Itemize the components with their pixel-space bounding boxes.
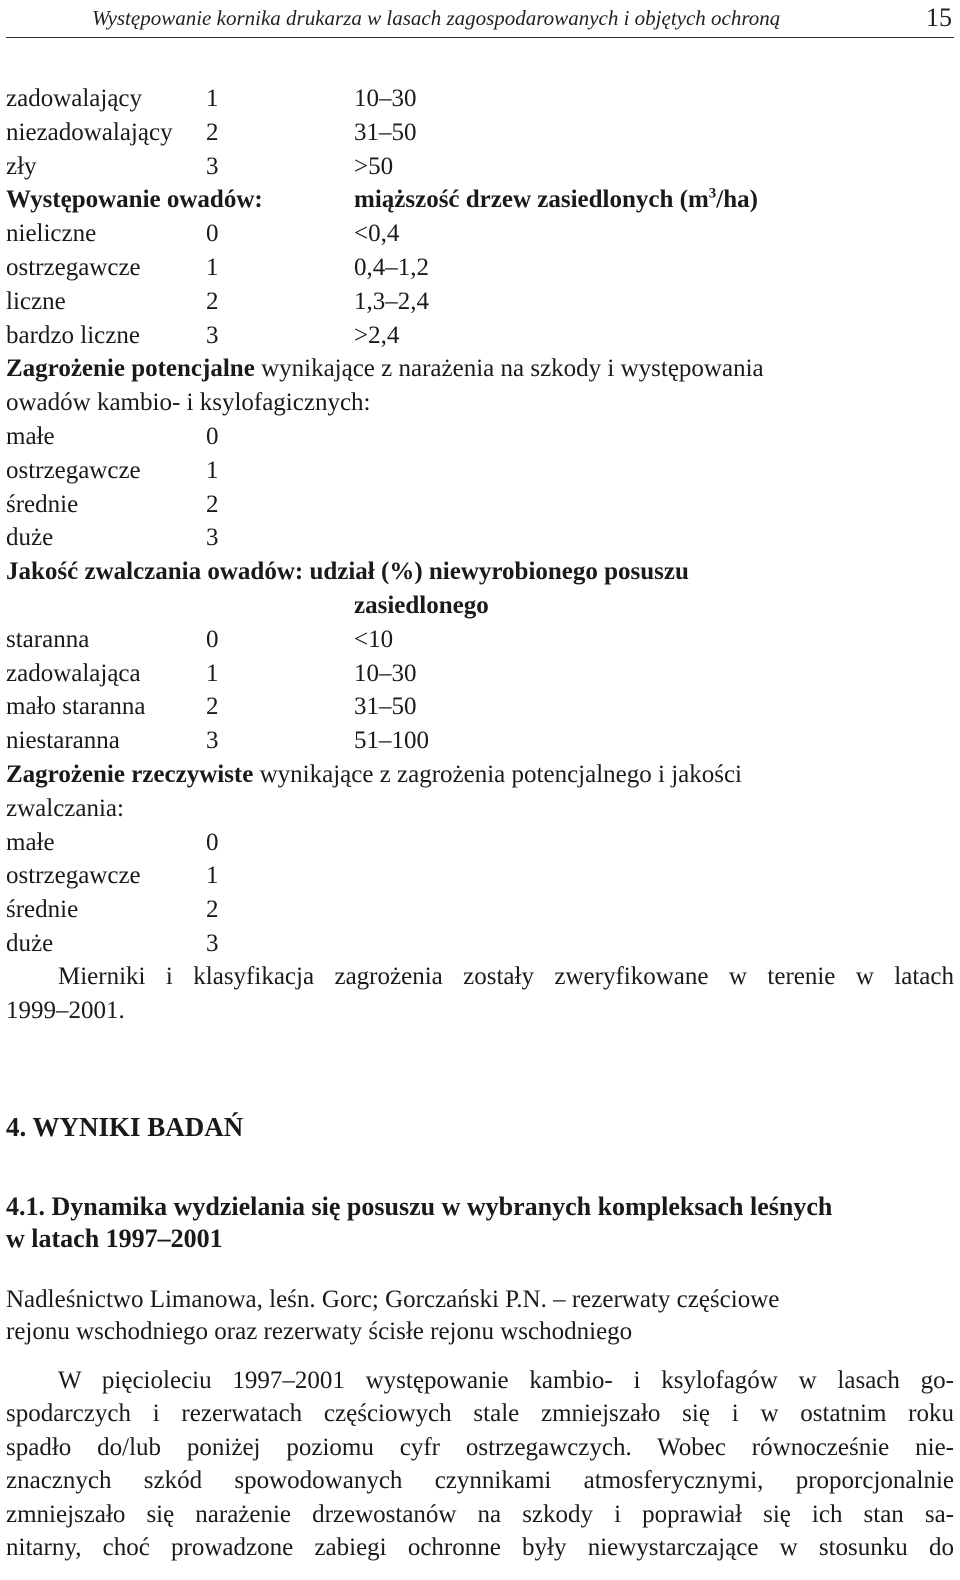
header-rule [6, 37, 954, 38]
row-code: 1 [206, 862, 219, 890]
row-label: małe [6, 828, 55, 856]
row-label: ostrzegawcze [6, 456, 141, 484]
row-label: niezadowalający [6, 118, 173, 146]
table-row [6, 150, 954, 184]
row-code: 1 [206, 456, 219, 484]
section-heading: 4. WYNIKI BADAŃ [6, 1112, 244, 1142]
body-paragraph [6, 1364, 954, 1564]
running-header [6, 4, 954, 34]
actual-heading-line2: zwalczania: [6, 794, 124, 822]
row-code: 2 [206, 287, 219, 315]
running-title: Występowanie kornika drukarza w lasach zagospodarowanych i objętych ochroną [92, 6, 781, 30]
row-code: 0 [206, 828, 219, 856]
table-row [6, 724, 954, 758]
heading-right-unit: /ha) [716, 186, 758, 214]
row-label: małe [6, 422, 55, 450]
potential-heading [6, 352, 954, 386]
row-label: ostrzegawcze [6, 862, 141, 890]
potential-heading-bold: Zagrożenie potencjalne [6, 355, 255, 383]
row-code: 3 [206, 524, 219, 552]
row-code: 0 [206, 625, 219, 653]
row-label: ostrzegawcze [6, 253, 141, 281]
table-row [6, 690, 954, 724]
location-line: rejonu wschodniego oraz rezerwaty ścisłe rejonu wschodniego [6, 1318, 633, 1345]
table-row [6, 116, 954, 150]
location-caption [6, 1284, 954, 1348]
insects-heading-right [354, 183, 758, 217]
control-heading-continued: zasiedlonego [354, 591, 489, 619]
table-row [6, 893, 954, 927]
table-row [6, 319, 954, 353]
row-label: duże [6, 929, 54, 957]
row-code: 2 [206, 693, 219, 721]
subsection-heading-line: w latach 1997–2001 [6, 1224, 223, 1253]
subsection-heading-line: 4.1. Dynamika wydzielania się posuszu w wybranych kompleksach leśnych [6, 1192, 833, 1221]
row-range: <0,4 [354, 220, 400, 248]
closing-line: Mierniki i klasyfikacja zagrożenia zostały zweryfikowane w terenie w latach [58, 963, 954, 990]
row-label: średnie [6, 896, 79, 924]
row-range: 10–30 [354, 85, 417, 112]
row-range: 1,3–2,4 [354, 287, 429, 315]
table-row [6, 521, 954, 555]
page-number: 15 [926, 3, 952, 32]
closing-note [6, 960, 954, 1028]
table-row [6, 420, 954, 454]
table-row [6, 927, 954, 961]
table-row [6, 217, 954, 251]
row-label: bardzo liczne [6, 321, 140, 349]
row-code: 2 [206, 490, 219, 518]
classification-body [6, 82, 954, 961]
row-label: średnie [6, 490, 79, 518]
actual-heading [6, 758, 954, 792]
row-code: 1 [206, 659, 219, 687]
control-heading-line2 [6, 589, 954, 623]
table-row [6, 251, 954, 285]
location-line: Nadleśnictwo Limanowa, leśn. Gorc; Gorczański P.N. – rezerwaty częściowe [6, 1286, 780, 1313]
table-row [6, 859, 954, 893]
row-label: duże [6, 524, 54, 552]
row-code: 2 [206, 896, 219, 924]
row-label: zadowalająca [6, 659, 141, 687]
row-label: niestaranna [6, 727, 120, 755]
table-row [6, 623, 954, 657]
paragraph-line: znacznych szkód spowodowanych czynnikami atmosferycznymi, proporcjonalnie [6, 1467, 954, 1495]
row-range: 31–50 [354, 118, 417, 146]
heading-right-text: miąższość drzew zasiedlonych (m [354, 186, 709, 214]
row-code: 3 [206, 321, 219, 349]
row-range: 51–100 [354, 727, 429, 755]
row-range: 10–30 [354, 659, 417, 687]
row-code: 1 [206, 85, 219, 112]
row-range: <10 [354, 625, 394, 653]
table-row [6, 454, 954, 488]
row-code: 2 [206, 118, 219, 146]
row-label: staranna [6, 625, 90, 653]
table-row [6, 285, 954, 319]
paragraph-line: zmniejszało się narażenie drzewostanów na szkody i poprawiał się ich stan sa- [6, 1500, 954, 1528]
table-row [6, 82, 954, 116]
table-row [6, 488, 954, 522]
row-code: 3 [206, 727, 219, 755]
closing-line: 1999–2001. [6, 996, 125, 1024]
actual-heading-rest: wynikające z zagrożenia potencjalnego i jakości [253, 760, 743, 788]
paragraph-line: spodarczych i rezerwatach częściowych stale zmniejszało się i w ostatnim roku [6, 1400, 954, 1428]
row-code: 3 [206, 152, 219, 180]
row-range: 31–50 [354, 693, 417, 721]
paragraph-line: spadło do/lub poniżej poziomu cyfr ostrzegawczych. Wobec równocześnie nie- [6, 1433, 954, 1461]
paragraph-line: nitarny, choć prowadzone zabiegi ochronne były niewystarczające w stosunku do [6, 1534, 954, 1562]
subsection-heading [6, 1191, 954, 1255]
row-code: 3 [206, 929, 219, 957]
table-row [6, 826, 954, 860]
control-heading: Jakość zwalczania owadów: udział (%) niewyrobionego posuszu [6, 558, 689, 586]
actual-heading-bold: Zagrożenie rzeczywiste [6, 760, 254, 788]
row-label: nieliczne [6, 220, 97, 248]
potential-heading-line2: owadów kambio- i ksylofagicznych: [6, 389, 371, 417]
row-code: 0 [206, 220, 219, 248]
row-label: zły [6, 152, 37, 180]
insects-heading [6, 183, 954, 217]
row-label: mało staranna [6, 693, 146, 721]
row-code: 0 [206, 422, 219, 450]
heading-right-superscript: 3 [708, 186, 717, 203]
row-range: >50 [354, 152, 394, 180]
row-label: liczne [6, 287, 66, 315]
row-range: 0,4–1,2 [354, 253, 429, 281]
row-code: 1 [206, 253, 219, 281]
paragraph-line: W pięcioleciu 1997–2001 występowanie kambio- i ksylofagów w lasach go- [58, 1367, 954, 1394]
table-row [6, 657, 954, 691]
potential-heading-rest: wynikające z narażenia na szkody i występowania [254, 355, 764, 383]
row-range: >2,4 [354, 321, 400, 349]
insects-heading-left: Występowanie owadów: [6, 186, 263, 214]
row-label: zadowalający [6, 85, 143, 112]
